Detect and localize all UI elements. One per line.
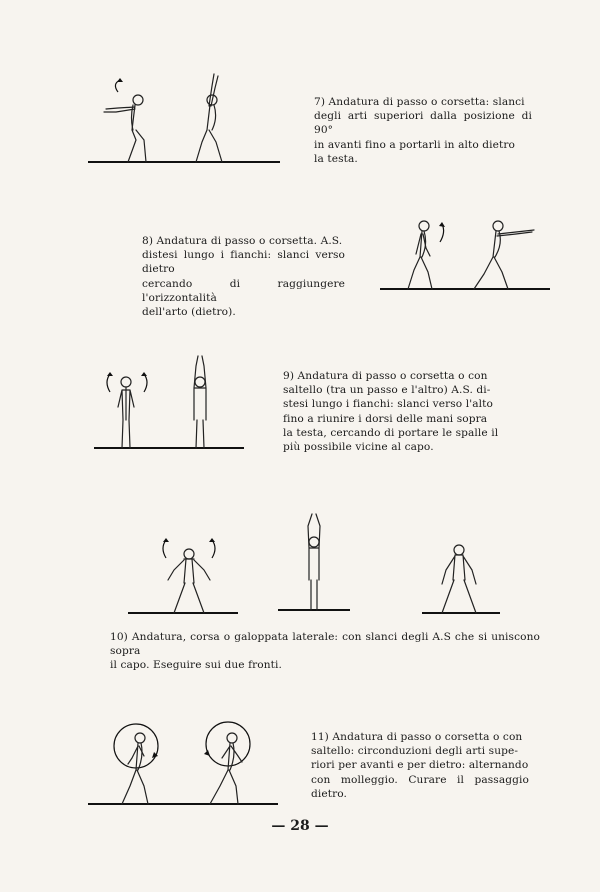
exercise-10-number: 10) bbox=[110, 631, 128, 643]
exercise-7-line-4: la testa. bbox=[314, 152, 358, 165]
exercise-9-line-6: più possibile vicine al capo. bbox=[283, 441, 434, 454]
exercise-8-line-2: distesi lungo i fianchi: slanci verso dietro bbox=[142, 249, 345, 276]
exercise-11-number: 11) bbox=[311, 731, 329, 743]
exercise-11-line-2: saltello: circonduzioni degli arti supe- bbox=[311, 745, 519, 758]
exercise-9-number: 9) bbox=[283, 370, 295, 382]
page-number: — 28 — bbox=[271, 818, 329, 834]
exercise-8-line-4: dell'arto (dietro). bbox=[142, 306, 236, 319]
exercise-9-line-2: saltello (tra un passo e l'altro) A.S. di- bbox=[283, 384, 491, 397]
exercise-10-text bbox=[110, 630, 540, 673]
exercise-11-line-4: con molleggio. Curare il passaggio dietro. bbox=[311, 773, 529, 800]
exercise-7-line-2: degli arti superiori dalla posizione di 90° bbox=[314, 110, 532, 137]
exercise-9-figure bbox=[94, 352, 254, 452]
exercise-9-line-4: fino a riunire i dorsi delle mani sopra bbox=[283, 412, 488, 425]
exercise-10-line-2: il capo. Eseguire sui due fronti. bbox=[110, 659, 282, 672]
exercise-7-line-1: 7) Andatura di passo o corsetta: slanci bbox=[314, 96, 525, 108]
exercise-7-text bbox=[314, 95, 532, 166]
exercise-9-line-5: la testa, cercando di portare le spalle il bbox=[283, 426, 499, 439]
exercise-8-number: 8) bbox=[142, 235, 154, 247]
exercise-10-line-1: 10) Andatura, corsa o galoppata laterale: con slanci degli A.S che si uniscono sopra bbox=[110, 631, 540, 658]
exercise-8-line-3: cercando di raggiungere l'orizzontalità bbox=[142, 277, 345, 304]
exercise-8-line-1: 8) Andatura di passo o corsetta. A.S. bbox=[142, 235, 343, 247]
exercise-10-figure bbox=[128, 508, 504, 618]
exercise-11-figure bbox=[88, 708, 288, 808]
exercise-11-line-3: riori per avanti e per dietro: alternando bbox=[311, 759, 529, 772]
exercise-7-number: 7) bbox=[314, 96, 326, 108]
exercise-9-text bbox=[283, 369, 499, 454]
exercise-7-figure bbox=[88, 70, 288, 170]
exercise-8-figure bbox=[380, 212, 560, 294]
exercise-9-line-1: 9) Andatura di passo o corsetta o con bbox=[283, 370, 488, 382]
exercise-9-line-3: stesi lungo i fianchi: slanci verso l'alto bbox=[283, 398, 493, 411]
exercise-8-text bbox=[142, 234, 345, 319]
exercise-11-line-1: 11) Andatura di passo o corsetta o con bbox=[311, 731, 523, 743]
exercise-7-line-3: in avanti fino a portarli in alto dietro bbox=[314, 138, 516, 151]
exercise-11-text bbox=[311, 730, 529, 801]
